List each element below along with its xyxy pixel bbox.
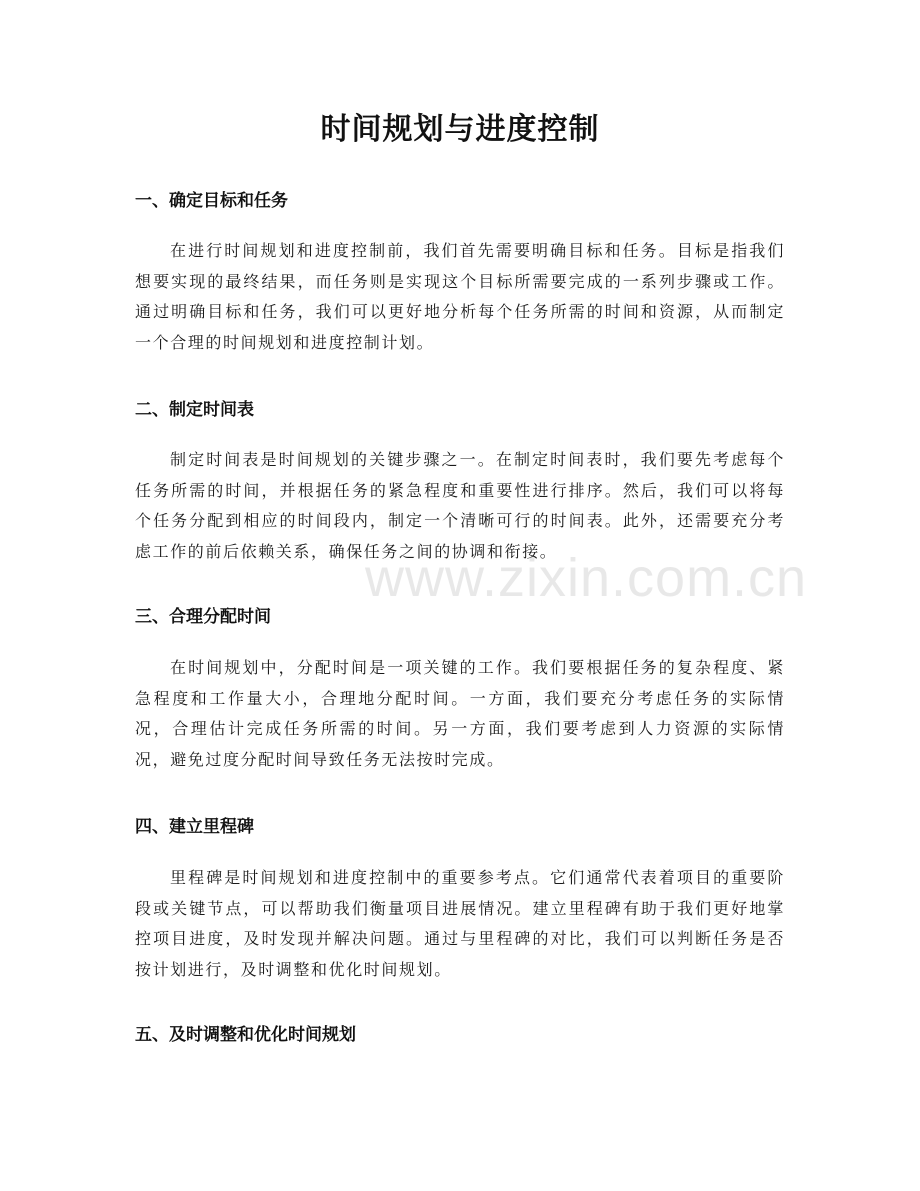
section-paragraph-2: 制定时间表是时间规划的关键步骤之一。在制定时间表时，我们要先考虑每个任务所需的时间，并根据任务的紧急程度和重要性进行排序。然后，我们可以将每个任务分配到相应的时间段内，制定一个清晰可行的时间表。此外，还需要充分考虑工作的前后依赖关系，确保任务之间的协调和衔接。	[135, 450, 785, 561]
watermark-text: www.zixin.com.cn	[365, 548, 808, 608]
section-heading-3: 三、合理分配时间	[135, 607, 271, 627]
section-paragraph-1: 在进行时间规划和进度控制前，我们首先需要明确目标和任务。目标是指我们想要实现的最终结果，而任务则是实现这个目标所需要完成的一系列步骤或工作。通过明确目标和任务，我们可以更好地分析每个任务所需的时间和资源，从而制定一个合理的时间规划和进度控制计划。	[135, 241, 785, 352]
section-heading-2: 二、制定时间表	[135, 400, 254, 420]
section-heading-5: 五、及时调整和优化时间规划	[135, 1025, 356, 1045]
section-paragraph-3: 在时间规划中，分配时间是一项关键的工作。我们要根据任务的复杂程度、紧急程度和工作量大小，合理地分配时间。一方面，我们要充分考虑任务的实际情况，合理估计完成任务所需的时间。另一方面，我们要考虑到人力资源的实际情况，避免过度分配时间导致任务无法按时完成。	[135, 658, 785, 769]
section-heading-1: 一、确定目标和任务	[135, 191, 288, 211]
section-heading-4: 四、建立里程碑	[135, 817, 254, 837]
page-title: 时间规划与进度控制	[320, 112, 600, 147]
section-paragraph-4: 里程碑是时间规划和进度控制中的重要参考点。它们通常代表着项目的重要阶段或关键节点，可以帮助我们衡量项目进展情况。建立里程碑有助于我们更好地掌控项目进度，及时发现并解决问题。通过与里程碑的对比，我们可以判断任务是否按计划进行，及时调整和优化时间规划。	[135, 868, 785, 979]
